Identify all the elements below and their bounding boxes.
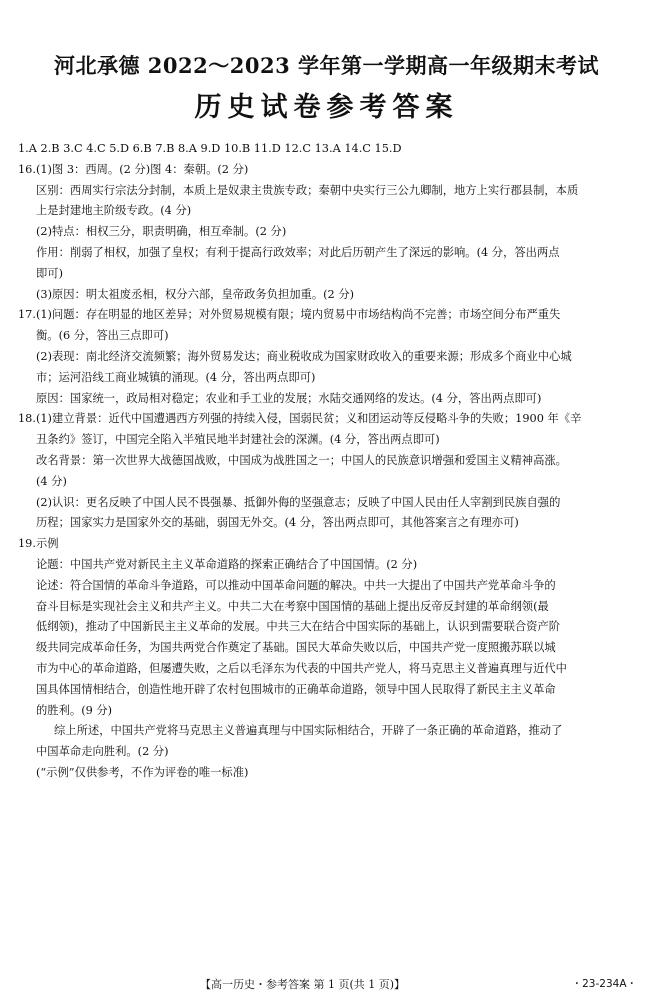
answer-line: 市为中心的革命道路，但屡遭失败，之后以毛泽东为代表的中国共产党人，将马克思主义普遍真理与近代中 [36, 661, 567, 675]
answer-line: 论题：中国共产党对新民主主义革命道路的探索正确结合了中国国情。(2 分) [36, 557, 418, 571]
answer-line: 18.(1)建立背景：近代中国遭遇西方列强的持续入侵，国弱民贫；义和团运动等反侵略斗争的失败；1900 年《辛 [18, 412, 582, 426]
answer-line: 奋斗目标是实现社会主义和共产主义。中共二大在考察中国国情的基础上提出反帝反封建的革命纲领(最 [36, 599, 549, 613]
answer-line: 改名背景：第一次世界大战德国战败，中国成为战胜国之一；中国人的民族意识增强和爱国主义精神高涨。 [36, 453, 567, 467]
answer-line: 级共同完成革命任务，为国共两党合作奠定了基础。国民大革命失败以后，中国共产党一度照搬苏联以城 [36, 641, 556, 655]
answer-line: 丑条约》签订，中国完全陷入半殖民地半封建社会的深渊。(4 分，答出两点即可) [36, 433, 440, 447]
answer-line: (2)特点：相权三分，职责明确，相互牵制。(2 分) [36, 225, 287, 239]
document-title: 河北承德 2022～2023 学年第一学期高一年级期末考试 [53, 53, 599, 78]
document-subtitle: 历史试卷参考答案 [194, 92, 459, 123]
answer-line: 区别：西周实行宗法分封制，本质上是奴隶主贵族专政；秦朝中央实行三公九卿制，地方上实行郡县制，本质 [36, 183, 579, 197]
answer-line: (3)原因：明太祖废丞相，权分六部，皇帝政务负担加重。(2 分) [36, 287, 355, 301]
answer-line: (2)认识：更名反映了中国人民不畏强暴、抵御外侮的坚强意志；反映了中国人民由任人宰割到民族自强的 [36, 495, 561, 509]
footer-code: ・23-234A・ [571, 978, 637, 990]
answer-line: 论述：符合国情的革命斗争道路，可以推动中国革命问题的解决。中共一大提出了中国共产党革命斗争的 [36, 578, 556, 592]
page-footer [0, 976, 653, 996]
answer-line: 市；运河沿线工商业城镇的涌现。(4 分，答出两点即可) [36, 370, 316, 384]
answer-line: 的胜利。(9 分) [36, 703, 113, 717]
answer-line: 即可) [36, 266, 64, 280]
answer-line: (2)表现：南北经济交流频繁；海外贸易发达；商业税收成为国家财政收入的重要来源；形成多个商业中心城 [36, 349, 572, 363]
answer-line: 综上所述，中国共产党将马克思主义普遍真理与中国实际相结合，开辟了一条正确的革命道路，推动了 [54, 724, 563, 738]
answer-line: 上是封建地主阶级专政。(4 分) [36, 204, 192, 218]
answer-line: 17.(1)问题：存在明显的地区差异；对外贸易规模有限；境内贸易中市场结构尚不完善；市场空间分布严重失 [18, 308, 561, 322]
answer-line: (“示例”仅供参考，不作为评卷的唯一标准) [36, 765, 249, 779]
answer-content [18, 139, 640, 784]
answer-line: 19.示例 [18, 537, 59, 551]
answer-line: 16.(1)图 3：西周。(2 分)图 4：秦朝。(2 分) [18, 162, 249, 176]
footer-page-info: 【高一历史・参考答案 第 1 页(共 1 页)】 [200, 978, 406, 991]
answer-line: 作用：削弱了相权，加强了皇权；有利于提高行政效率；对此后历朝产生了深远的影响。(4 分，答出两点 [36, 245, 560, 259]
answer-line: (4 分) [36, 474, 67, 488]
answer-line: 原因：国家统一，政局相对稳定；农业和手工业的发展；水陆交通网络的发达。(4 分，答出两点即可) [36, 391, 542, 405]
answer-line: 历程；国家实力是国家外交的基础，弱国无外交。(4 分，答出两点即可，其他答案言之有理亦可) [36, 516, 519, 530]
answer-line: 低纲领)，推动了中国新民主主义革命的发展。中共三大在结合中国实际的基础上，认识到需要联合资产阶 [36, 620, 561, 634]
answer-line: 国具体国情相结合，创造性地开辟了农村包围城市的正确革命道路，领导中国人民取得了新民主主义革命 [36, 682, 556, 696]
answer-line: 衡。(6 分，答出三点即可) [36, 329, 169, 343]
answer-line: 中国革命走向胜利。(2 分) [36, 745, 169, 759]
answer-line: 1.A 2.B 3.C 4.C 5.D 6.B 7.B 8.A 9.D 10.B 11.D 12.C 13.A 14.C 15.D [18, 142, 402, 155]
